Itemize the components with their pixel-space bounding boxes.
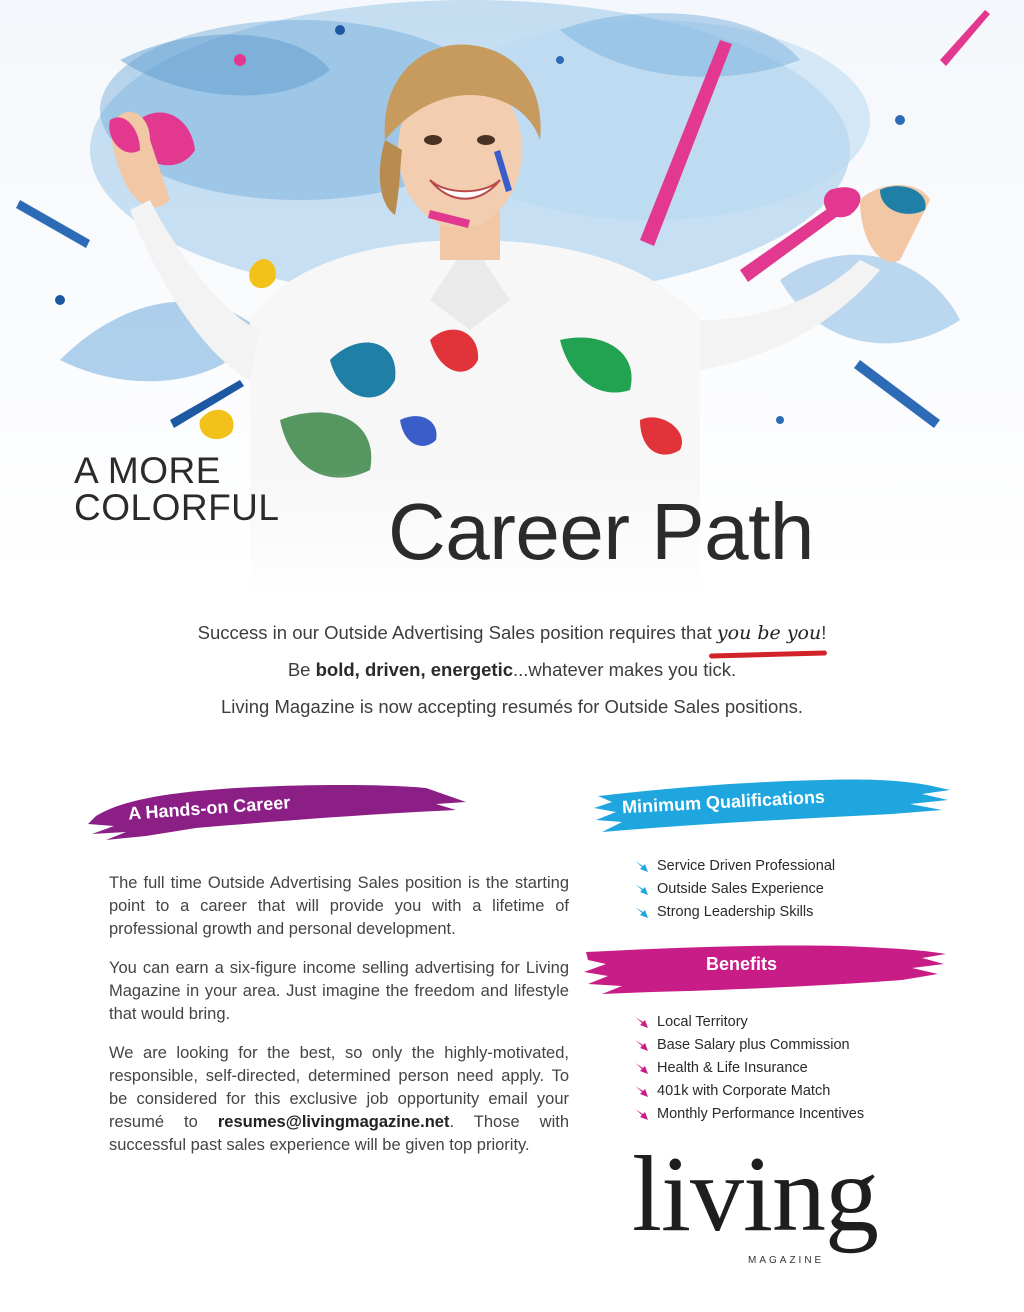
benefit-label: Base Salary plus Commission bbox=[657, 1037, 850, 1053]
paintbrush-icon bbox=[632, 858, 650, 876]
benefits-banner bbox=[582, 940, 952, 1000]
body-paragraph-3 bbox=[109, 1042, 569, 1157]
paintbrush-icon bbox=[632, 881, 650, 899]
qualifications-banner bbox=[592, 774, 954, 838]
qualifications-heading: Minimum Qualifications bbox=[621, 786, 826, 818]
benefit-label: Local Territory bbox=[657, 1014, 748, 1030]
kicker-line-2: COLORFUL bbox=[74, 487, 280, 528]
headline-kicker bbox=[74, 452, 279, 526]
body-paragraph-3-suffix: . Those with successful past sales experience will be given top priority. bbox=[109, 1113, 570, 1154]
intro-line-1 bbox=[0, 618, 1024, 655]
kicker-line-1: A MORE bbox=[74, 450, 221, 491]
qualification-label: Strong Leadership Skills bbox=[657, 904, 814, 920]
script-emphasis: you be you bbox=[717, 618, 821, 648]
benefits-heading: Benefits bbox=[706, 954, 778, 974]
intro-line-1-suffix: ! bbox=[821, 622, 827, 643]
body-paragraph-1: The full time Outside Advertising Sales position is the starting point to a career that will provide you with a lifetime of professional growth and personal development. bbox=[109, 874, 569, 938]
body-paragraph-3-text: We are looking for the best, so only the highly-motivated, responsible, self-directed, determined person need apply. To be considered for this exclusive job opportunity email your resumé to bbox=[109, 1044, 569, 1131]
intro-line-2-prefix: Be bbox=[287, 659, 316, 680]
email-link[interactable]: resumes@livingmagazine.net bbox=[217, 1113, 450, 1131]
body-paragraph-2: You can earn a six-figure income selling advertising for Living Magazine in your area. Just imagine the freedom and lifestyle that would bring. bbox=[109, 959, 569, 1023]
benefits-list bbox=[632, 1011, 864, 1126]
list-item bbox=[632, 855, 835, 878]
paintbrush-icon bbox=[632, 1083, 650, 1101]
intro-line-1-text: Success in our Outside Advertising Sales position requires that bbox=[197, 622, 717, 643]
intro-block bbox=[0, 618, 1024, 729]
list-item bbox=[632, 1034, 864, 1057]
paintbrush-icon bbox=[632, 904, 650, 922]
list-item bbox=[632, 901, 835, 924]
paintbrush-icon bbox=[632, 1014, 650, 1032]
logo-subtitle: MAGAZINE bbox=[748, 1255, 825, 1266]
hero-illustration bbox=[0, 0, 1024, 600]
qualification-label: Outside Sales Experience bbox=[657, 881, 824, 897]
paintbrush-icon bbox=[632, 1037, 650, 1055]
list-item bbox=[632, 1103, 864, 1126]
hands-on-banner bbox=[86, 778, 471, 848]
body-copy bbox=[109, 872, 569, 1173]
qualifications-list bbox=[632, 855, 835, 924]
living-magazine-logo bbox=[632, 1135, 892, 1280]
paintbrush-icon bbox=[632, 1060, 650, 1078]
qualification-label: Service Driven Professional bbox=[657, 858, 836, 874]
intro-line-2 bbox=[0, 655, 1024, 692]
intro-line-2-suffix: ...whatever makes you tick. bbox=[513, 659, 737, 680]
list-item bbox=[632, 1057, 864, 1080]
paintbrush-icon bbox=[632, 1106, 650, 1124]
list-item bbox=[632, 1080, 864, 1103]
hands-on-heading: A Hands-on Career bbox=[127, 792, 291, 824]
benefit-label: Monthly Performance Incentives bbox=[657, 1106, 865, 1122]
list-item bbox=[632, 878, 835, 901]
intro-line-2-bold: bold, driven, energetic bbox=[315, 659, 514, 680]
benefit-label: 401k with Corporate Match bbox=[657, 1083, 831, 1099]
list-item bbox=[632, 1011, 864, 1034]
page-title: Career Path bbox=[388, 487, 814, 576]
benefit-label: Health & Life Insurance bbox=[657, 1060, 808, 1076]
intro-line-3: Living Magazine is now accepting resumés for Outside Sales positions. bbox=[220, 696, 804, 717]
logo-wordmark: living bbox=[632, 1135, 879, 1254]
